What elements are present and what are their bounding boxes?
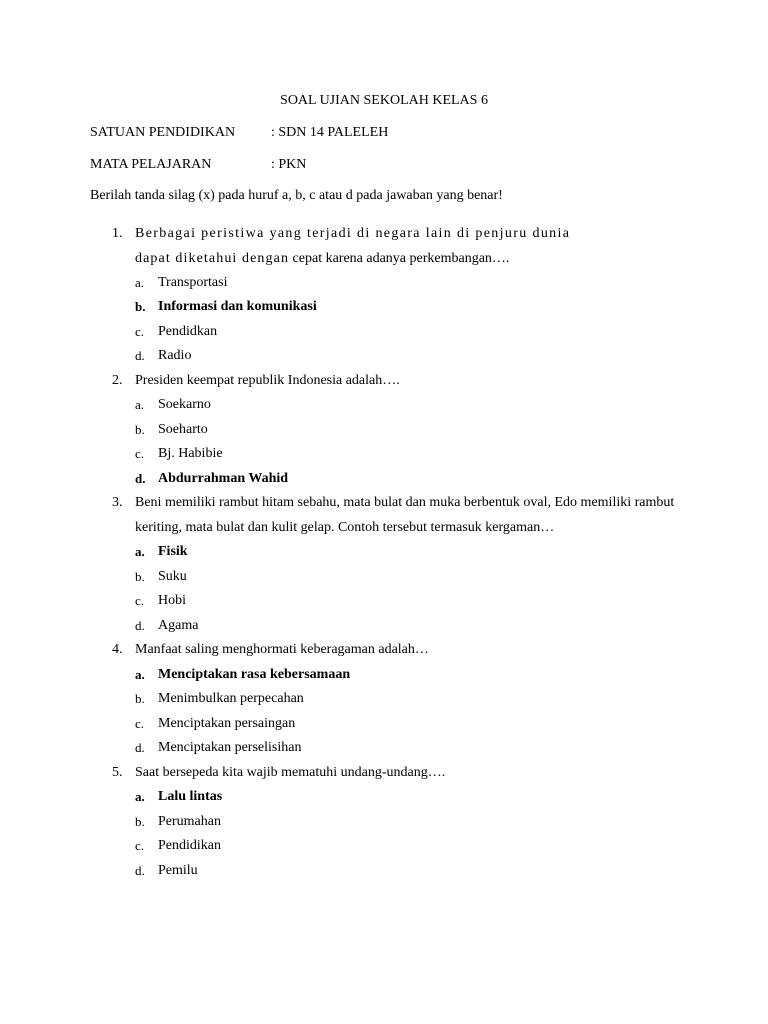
subject-value: : PKN xyxy=(271,157,307,172)
option-letter: d. xyxy=(135,348,145,363)
option-text: Agama xyxy=(158,618,199,633)
question-text-line-2 xyxy=(135,250,509,268)
instruction-text: Berilah tanda silag (x) pada huruf a, b, c atau d pada jawaban yang benar! xyxy=(90,188,503,203)
option-letter: a. xyxy=(135,275,145,290)
option-letter-correct: a. xyxy=(135,789,145,804)
question-text: Manfaat saling menghormati keberagaman adalah… xyxy=(135,642,429,657)
question-number: 4. xyxy=(112,642,123,657)
option-text: Transportasi xyxy=(158,275,228,290)
option-letter-correct: b. xyxy=(135,299,146,314)
subject-label: MATA PELAJARAN xyxy=(90,157,212,172)
question-number: 2. xyxy=(112,373,123,388)
option-letter-correct: a. xyxy=(135,667,145,682)
option-letter: c. xyxy=(135,838,145,853)
question-text: Beni memiliki rambut hitam sebahu, mata bulat dan muka berbentuk oval, Edo memiliki rambut xyxy=(135,495,675,510)
option-text-correct: Menciptakan rasa kebersamaan xyxy=(158,667,351,682)
option-text: Menciptakan perselisihan xyxy=(158,740,302,755)
option-letter: d. xyxy=(135,740,145,755)
option-text: Menimbulkan perpecahan xyxy=(158,691,304,706)
option-text: Pendidkan xyxy=(158,324,218,339)
school-value: : SDN 14 PALELEH xyxy=(271,125,389,140)
option-text-correct: Informasi dan komunikasi xyxy=(158,299,317,314)
option-text: Hobi xyxy=(158,593,186,608)
option-letter-correct: d. xyxy=(135,471,146,486)
question-text: Presiden keempat republik Indonesia adalah…. xyxy=(135,373,400,388)
question-text: Saat bersepeda kita wajib mematuhi undang-undang…. xyxy=(135,765,446,780)
page-title: SOAL UJIAN SEKOLAH KELAS 6 xyxy=(280,93,488,108)
option-text-correct: Lalu lintas xyxy=(158,789,223,804)
question-text-part: dapat diketahui dengan xyxy=(135,251,290,266)
question-text: Berbagai peristiwa yang terjadi di negara lain di penjuru dunia xyxy=(135,226,571,241)
option-letter: b. xyxy=(135,422,145,437)
option-letter: b. xyxy=(135,814,145,829)
option-letter: d. xyxy=(135,863,145,878)
option-text-correct: Abdurrahman Wahid xyxy=(158,471,289,486)
option-text: Bj. Habibie xyxy=(158,446,223,461)
option-text: Soeharto xyxy=(158,422,208,437)
option-text: Menciptakan persaingan xyxy=(158,716,296,731)
option-letter: b. xyxy=(135,569,145,584)
option-letter-correct: a. xyxy=(135,544,145,559)
option-letter: c. xyxy=(135,716,145,731)
option-text: Radio xyxy=(158,348,192,363)
question-text-line-2: keriting, mata bulat dan kulit gelap. Contoh tersebut termasuk kergaman… xyxy=(135,520,555,535)
option-letter: c. xyxy=(135,446,145,461)
option-text: Pendidikan xyxy=(158,838,221,853)
school-label: SATUAN PENDIDIKAN xyxy=(90,125,236,140)
option-letter: c. xyxy=(135,324,145,339)
option-letter: c. xyxy=(135,593,145,608)
question-number: 3. xyxy=(112,495,123,510)
question-number: 5. xyxy=(112,765,123,780)
option-letter: d. xyxy=(135,618,145,633)
option-text: Perumahan xyxy=(158,814,221,829)
option-text: Soekarno xyxy=(158,397,211,412)
option-text-correct: Fisik xyxy=(158,544,188,559)
option-letter: a. xyxy=(135,397,145,412)
option-text: Pemilu xyxy=(158,863,198,878)
option-letter: b. xyxy=(135,691,145,706)
question-number: 1. xyxy=(112,226,123,241)
question-text-part: cepat karena adanya perkembangan…. xyxy=(289,251,510,266)
option-text: Suku xyxy=(158,569,187,584)
